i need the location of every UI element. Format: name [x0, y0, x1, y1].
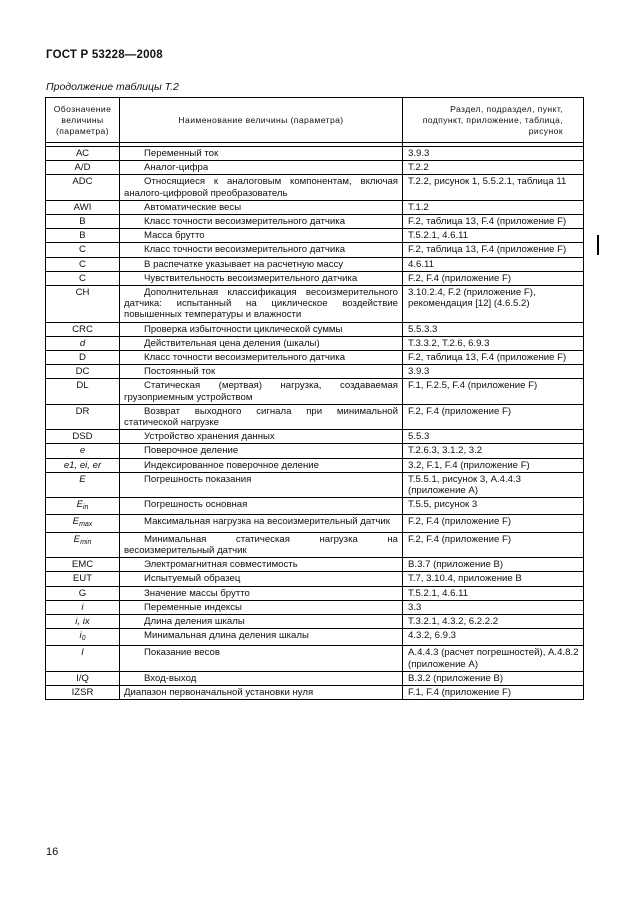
- reference-cell: T.7, 3.10.4, приложение В: [403, 572, 584, 586]
- table-row: [46, 175, 584, 200]
- table-row: [46, 444, 584, 458]
- document-header: ГОСТ Р 53228—2008: [46, 49, 163, 61]
- column-header-symbol: Обозначение величины (параметра): [46, 98, 120, 143]
- name-cell: Переменный ток: [120, 147, 403, 161]
- reference-cell: T.5.5, рисунок 3: [403, 498, 584, 515]
- symbol-cell: DL: [46, 379, 120, 404]
- table-row: [46, 646, 584, 671]
- reference-cell: F.1, F.4 (приложение F): [403, 685, 584, 699]
- reference-cell: T.2.2: [403, 161, 584, 175]
- symbol-cell: С: [46, 271, 120, 285]
- name-cell: Постоянный ток: [120, 365, 403, 379]
- name-cell: Поверочное деление: [120, 444, 403, 458]
- table-row: [46, 271, 584, 285]
- table-body: [46, 147, 584, 700]
- name-cell: Электромагнитная совместимость: [120, 558, 403, 572]
- table-row: [46, 365, 584, 379]
- reference-cell: F.2, таблица 13, F.4 (приложение F): [403, 215, 584, 229]
- name-cell: Автоматические весы: [120, 200, 403, 214]
- name-cell: Показание весов: [120, 646, 403, 671]
- symbol-cell: ADC: [46, 175, 120, 200]
- table-row: [46, 161, 584, 175]
- name-cell: Класс точности весоизмерительного датчика: [120, 351, 403, 365]
- name-cell: Класс точности весоизмерительного датчика: [120, 215, 403, 229]
- name-cell: Масса брутто: [120, 229, 403, 243]
- table-caption: Продолжение таблицы Т.2: [46, 81, 179, 93]
- symbol-cell: $E_{max}$: [46, 515, 120, 532]
- name-cell: Вход-выход: [120, 671, 403, 685]
- reference-cell: А.4.4.3 (расчет погрешностей), А.4.8.2 (приложение А): [403, 646, 584, 671]
- reference-cell: F.2, F.4 (приложение F): [403, 532, 584, 557]
- reference-cell: В.3.7 (приложение В): [403, 558, 584, 572]
- table-row: [46, 243, 584, 257]
- symbol-cell: CRC: [46, 322, 120, 336]
- symbol-cell: $E_{min}$: [46, 532, 120, 557]
- reference-cell: 4.3.2, 6.9.3: [403, 629, 584, 646]
- symbol-cell: D: [46, 351, 120, 365]
- name-cell: Испытуемый образец: [120, 572, 403, 586]
- table-row: [46, 558, 584, 572]
- reference-cell: T.2.6.3, 3.1.2, 3.2: [403, 444, 584, 458]
- change-bar: [597, 235, 599, 255]
- symbol-cell: A/D: [46, 161, 120, 175]
- table-row: [46, 515, 584, 532]
- name-cell: Аналог-цифра: [120, 161, 403, 175]
- symbol-cell: DC: [46, 365, 120, 379]
- symbol-cell: i, ix: [46, 614, 120, 628]
- table-row: [46, 257, 584, 271]
- reference-cell: T.2.2, рисунок 1, 5.5.2.1, таблица 11: [403, 175, 584, 200]
- symbol-cell: d: [46, 336, 120, 350]
- reference-cell: 3.9.3: [403, 365, 584, 379]
- symbol-cell: IZSR: [46, 685, 120, 699]
- table-row: [46, 586, 584, 600]
- reference-cell: T.1.2: [403, 200, 584, 214]
- symbol-cell: E: [46, 472, 120, 497]
- reference-cell: 3.9.3: [403, 147, 584, 161]
- name-cell: Длина деления шкалы: [120, 614, 403, 628]
- table-row: [46, 336, 584, 350]
- symbol-cell: I: [46, 646, 120, 671]
- reference-cell: F.2, таблица 13, F.4 (приложение F): [403, 243, 584, 257]
- table-row: [46, 671, 584, 685]
- table-row: [46, 147, 584, 161]
- reference-cell: T.5.5.1, рисунок 3, А.4.4.3 (приложение А): [403, 472, 584, 497]
- table-row: [46, 685, 584, 699]
- name-cell: Значение массы брутто: [120, 586, 403, 600]
- table-row: [46, 322, 584, 336]
- name-cell: Относящиеся к аналоговым компонентам, включая аналого-цифровой преобразователь: [120, 175, 403, 200]
- table-row: [46, 629, 584, 646]
- page-number: 16: [46, 846, 59, 858]
- reference-cell: В.3.2 (приложение В): [403, 671, 584, 685]
- table-row: [46, 458, 584, 472]
- name-cell: В распечатке указывает на расчетную массу: [120, 257, 403, 271]
- symbol-cell: $E_{in}$: [46, 498, 120, 515]
- reference-cell: T.5.2.1, 4.6.11: [403, 586, 584, 600]
- reference-cell: F.2, F.4 (приложение F): [403, 404, 584, 429]
- table-row: [46, 379, 584, 404]
- symbol-cell: В: [46, 229, 120, 243]
- table-row: [46, 200, 584, 214]
- reference-cell: 3.3: [403, 600, 584, 614]
- symbol-cell: i: [46, 600, 120, 614]
- name-cell: Действительная цена деления (шкалы): [120, 336, 403, 350]
- table-row: [46, 215, 584, 229]
- symbol-cell: DSD: [46, 430, 120, 444]
- reference-cell: T.5.2.1, 4.6.11: [403, 229, 584, 243]
- name-cell: Статическая (мертвая) нагрузка, создаваемая грузоприемным устройством: [120, 379, 403, 404]
- symbol-cell: e1, ei, er: [46, 458, 120, 472]
- table-row: [46, 351, 584, 365]
- reference-cell: T.3.3.2, T.2.6, 6.9.3: [403, 336, 584, 350]
- designations-table: [45, 97, 584, 700]
- reference-cell: T.3.2.1, 4.3.2, 6.2.2.2: [403, 614, 584, 628]
- symbol-cell: СН: [46, 286, 120, 323]
- symbol-cell: DR: [46, 404, 120, 429]
- symbol-cell: e: [46, 444, 120, 458]
- name-cell: Устройство хранения данных: [120, 430, 403, 444]
- reference-cell: 5.5.3.3: [403, 322, 584, 336]
- table-row: [46, 600, 584, 614]
- name-cell: Погрешность показания: [120, 472, 403, 497]
- reference-cell: 3.2, F.1, F.4 (приложение F): [403, 458, 584, 472]
- reference-cell: 3.10.2.4, F.2 (приложение F), рекомендация [12] (4.6.5.2): [403, 286, 584, 323]
- symbol-cell: G: [46, 586, 120, 600]
- table-row: [46, 498, 584, 515]
- column-header-name: Наименование величины (параметра): [120, 98, 403, 143]
- reference-cell: F.2, F.4 (приложение F): [403, 271, 584, 285]
- symbol-cell: В: [46, 215, 120, 229]
- name-cell: Индексированное поверочное деление: [120, 458, 403, 472]
- name-cell: Переменные индексы: [120, 600, 403, 614]
- table-row: [46, 472, 584, 497]
- symbol-cell: I/Q: [46, 671, 120, 685]
- table-row: [46, 532, 584, 557]
- name-cell: Диапазон первоначальной установки нуля: [120, 685, 403, 699]
- reference-cell: F.2, таблица 13, F.4 (приложение F): [403, 351, 584, 365]
- symbol-cell: С: [46, 243, 120, 257]
- table-header-row: [46, 98, 584, 143]
- name-cell: Проверка избыточности циклической суммы: [120, 322, 403, 336]
- symbol-cell: $i_0$: [46, 629, 120, 646]
- reference-cell: 5.5.3: [403, 430, 584, 444]
- symbol-cell: EMC: [46, 558, 120, 572]
- reference-cell: F.2, F.4 (приложение F): [403, 515, 584, 532]
- name-cell: Чувствительность весоизмерительного датчика: [120, 271, 403, 285]
- name-cell: Минимальная статическая нагрузка на весоизмерительный датчик: [120, 532, 403, 557]
- table-row: [46, 614, 584, 628]
- reference-cell: 4.6.11: [403, 257, 584, 271]
- table-row: [46, 430, 584, 444]
- symbol-cell: EUT: [46, 572, 120, 586]
- name-cell: Возврат выходного сигнала при минимальной статической нагрузке: [120, 404, 403, 429]
- symbol-cell: AWI: [46, 200, 120, 214]
- table-row: [46, 286, 584, 323]
- table-row: [46, 404, 584, 429]
- reference-cell: F.1, F.2.5, F.4 (приложение F): [403, 379, 584, 404]
- column-header-reference: Раздел, подраздел, пункт, подпункт, приложение, таблица, рисунок: [403, 98, 584, 143]
- symbol-cell: С: [46, 257, 120, 271]
- table-row: [46, 229, 584, 243]
- name-cell: Минимальная длина деления шкалы: [120, 629, 403, 646]
- name-cell: Дополнительная классификация весоизмерительного датчика: испытанный на циклическое воздействие повышенных температуры и влажности: [120, 286, 403, 323]
- table-row: [46, 572, 584, 586]
- name-cell: Погрешность основная: [120, 498, 403, 515]
- name-cell: Класс точности весоизмерительного датчика: [120, 243, 403, 257]
- symbol-cell: АС: [46, 147, 120, 161]
- name-cell: Максимальная нагрузка на весоизмерительный датчик: [120, 515, 403, 532]
